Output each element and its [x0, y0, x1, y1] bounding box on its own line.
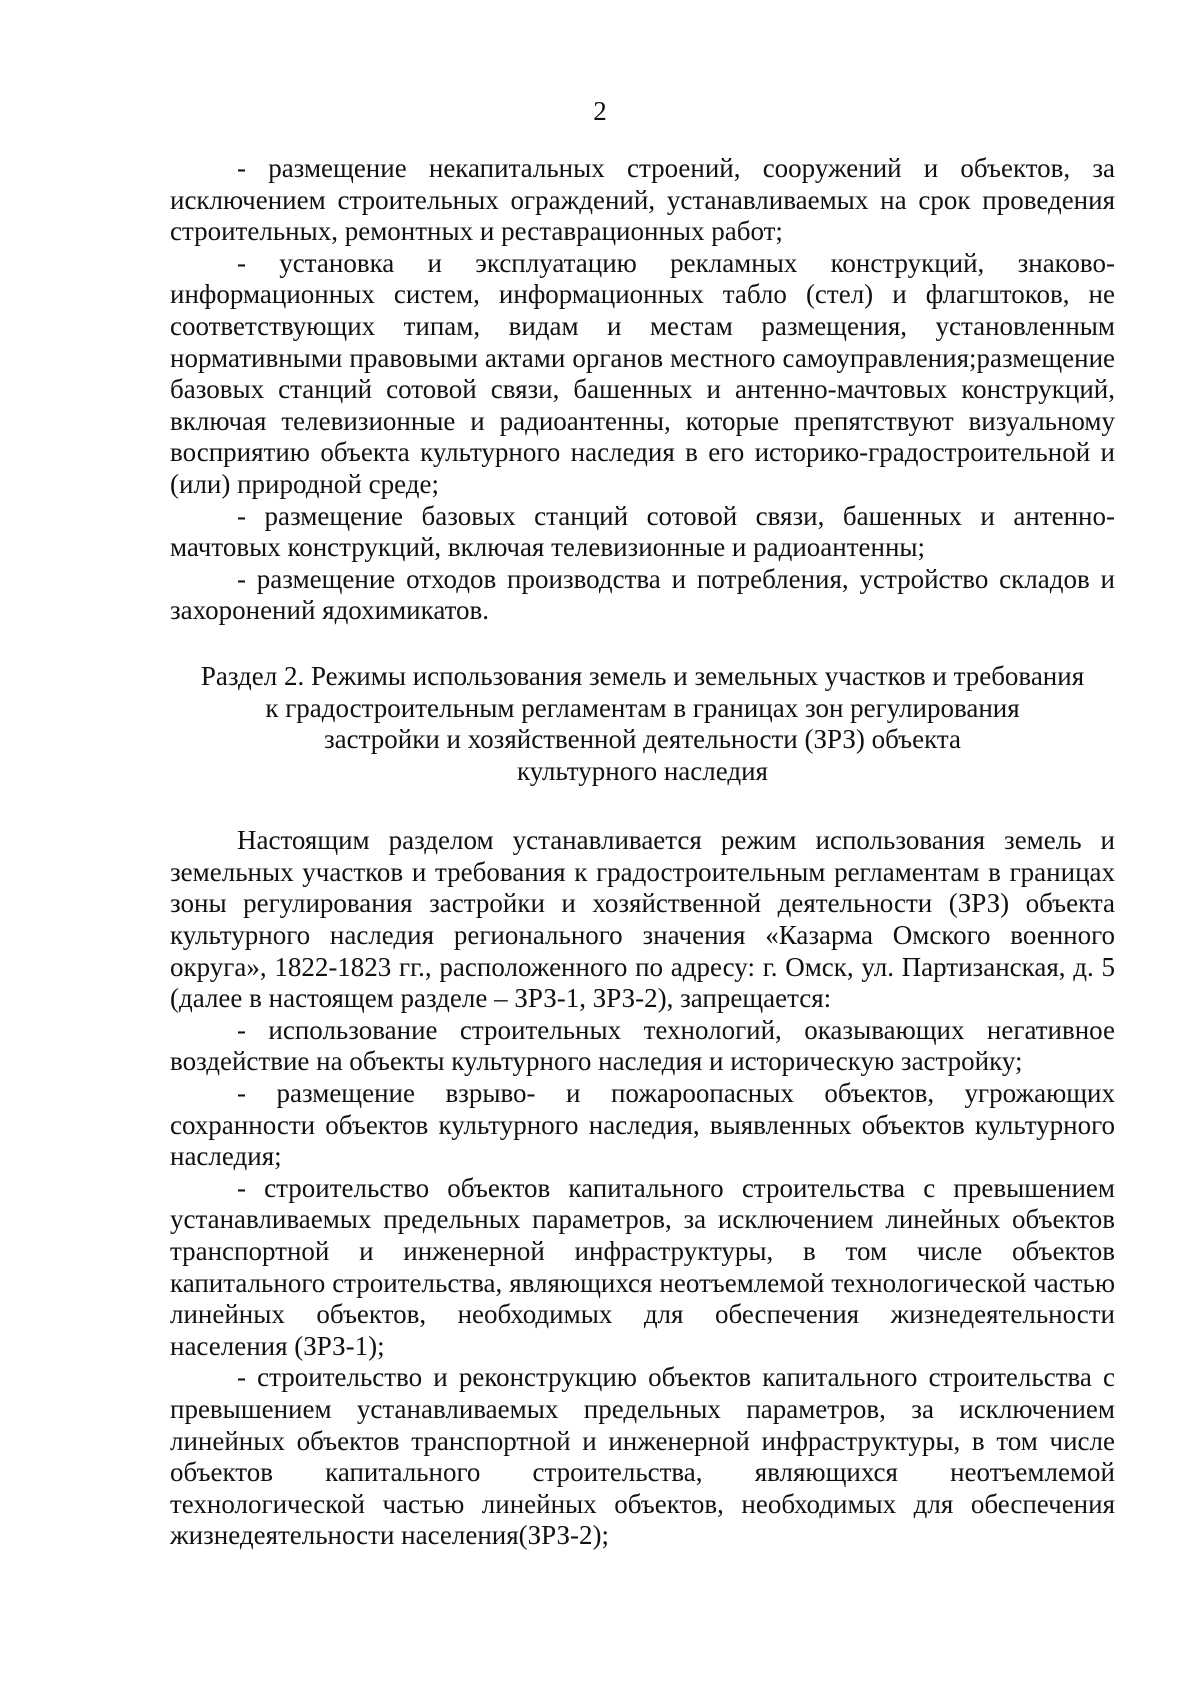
section-heading [170, 661, 1115, 787]
section-heading-line: к градостроительным регламентам в границах зон регулирования [265, 692, 1020, 723]
paragraph-prohibition-construction-zrz1: - строительство объектов капитального строительства с превышением устанавливаемых предельных параметров, за исключением линейных объектов транспортной и инженерной инфраструктуры, в том числе объектов капитального строительства, являющихся неотъемлемой технологической частью линейных объектов, необходимых для обеспечения жизнедеятельности населения (ЗРЗ-1); [170, 1172, 1115, 1361]
paragraph-prohibition-advertising: - установка и эксплуатацию рекламных конструкций, знаково-информационных систем, информационных табло (стел) и флагштоков, не соответствующих типам, видам и местам размещения, установленным нормативными правовыми актами органов местного самоуправления;размещение базовых станций сотовой связи, башенных и антенно-мачтовых конструкций, включая телевизионные и радиоантенны, которые препятствуют визуальному восприятию объекта культурного наследия в его историко-градостроительной и (или) природной среде; [170, 247, 1115, 499]
paragraph-prohibition-base-stations: - размещение базовых станций сотовой связи, башенных и антенно-мачтовых конструкций, включая телевизионные и радиоантенны; [170, 500, 1115, 563]
paragraph-prohibition-construction-tech: - использование строительных технологий, оказывающих негативное воздействие на объекты культурного наследия и историческую застройку; [170, 1014, 1115, 1077]
paragraph-prohibition-noncapital-structures: - размещение некапитальных строений, сооружений и объектов, за исключением строительных ограждений, устанавливаемых на срок проведения строительных, ремонтных и реставрационных работ; [170, 153, 1115, 247]
paragraph-prohibition-explosive-objects: - размещение взрыво- и пожароопасных объектов, угрожающих сохранности объектов культурного наследия, выявленных объектов культурного наследия; [170, 1078, 1115, 1172]
paragraph-prohibition-waste: - размещение отходов производства и потребления, устройство складов и захоронений ядохимикатов. [170, 563, 1115, 626]
page-number: 2 [593, 96, 607, 126]
section-heading-line: застройки и хозяйственной деятельности (ЗРЗ) объекта [323, 724, 962, 755]
section-heading-line: культурного наследия [517, 755, 768, 786]
document-body [170, 153, 1115, 1552]
section-heading-line: Раздел 2. Режимы использования земель и земельных участков и требования [200, 660, 1085, 691]
paragraph-prohibition-construction-zrz2: - строительство и реконструкцию объектов капитального строительства с превышением устанавливаемых предельных параметров, за исключением линейных объектов транспортной и инженерной инфраструктуры, в том числе объектов капитального строительства, являющихся неотъемлемой технологической частью линейных объектов, необходимых для обеспечения жизнедеятельности населения(ЗРЗ-2); [170, 1362, 1115, 1551]
paragraph-section-intro: Настоящим разделом устанавливается режим использования земель и земельных участков и требования к градостроительным регламентам в границах зоны регулирования застройки и хозяйственной деятельности (ЗРЗ) объекта культурного наследия регионального значения «Казарма Омского военного округа», 1822-1823 гг., расположенного по адресу: г. Омск, ул. Партизанская, д. 5 (далее в настоящем разделе – ЗРЗ-1, ЗРЗ-2), запрещается: [170, 825, 1115, 1014]
